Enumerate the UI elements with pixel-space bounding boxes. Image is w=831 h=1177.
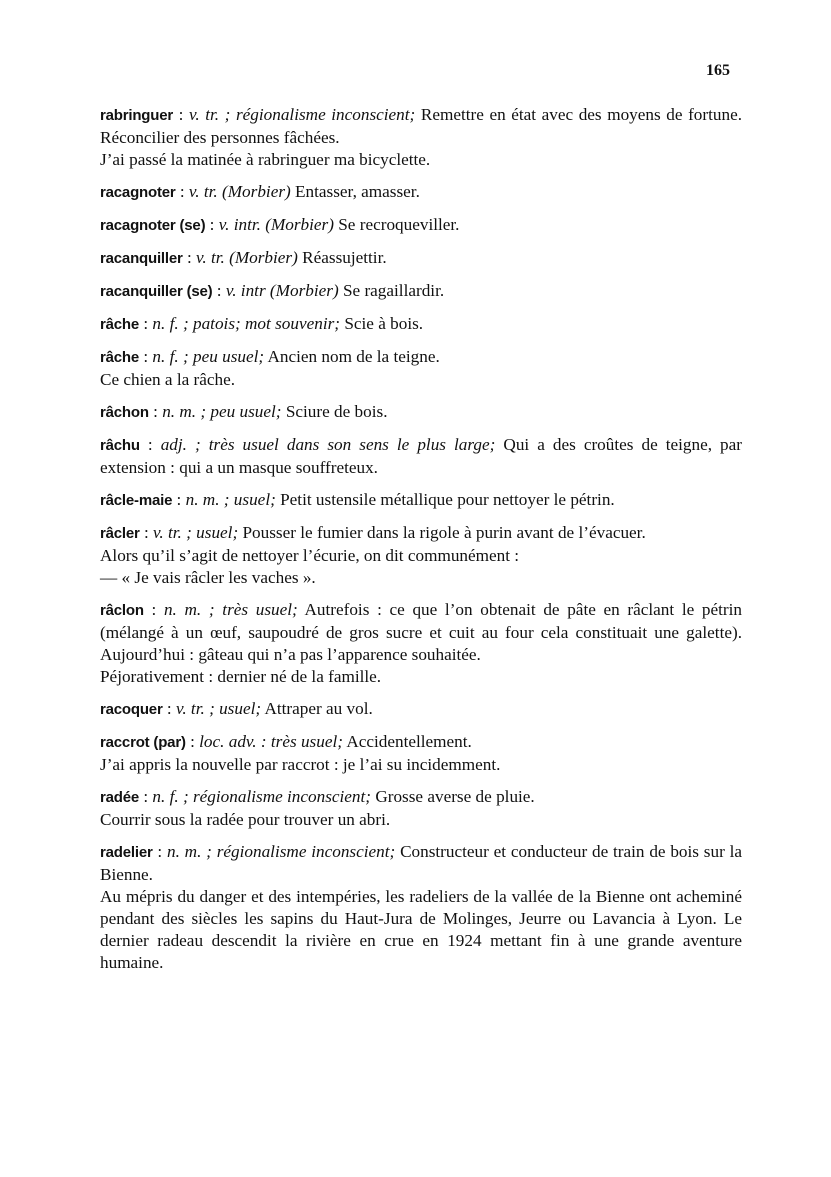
definition: Constructeur et conducteur de train de bois sur la Bienne. — [100, 842, 742, 884]
entry-definition-line: racanquiller (se) : v. intr (Morbier) Se ragaillardir. — [100, 281, 445, 300]
example: Au mépris du danger et des intempéries, les radeliers de la vallée de la Bienne ont acheminé pendant des siècles les sapins du Haut-Jura de Molinges, Jeurre ou Lavancia à Lyon. Le dernier radeau descendit la rivière en crue en 1924 mettant fin à une grande aventure humaine. — [100, 887, 742, 972]
definition: Scie à bois. — [344, 314, 424, 333]
entry-definition-line: râche : n. f. ; peu usuel; Ancien nom de la teigne. — [100, 347, 440, 366]
headword: râche — [100, 349, 140, 366]
entry-definition-line: racagnoter : v. tr. (Morbier) Entasser, amasser. — [100, 182, 420, 201]
entry — [100, 280, 742, 303]
entry — [100, 214, 742, 237]
example: Courrir sous la radée pour trouver un abri. — [100, 810, 391, 829]
grammar-note: n. m. ; très usuel; — [163, 600, 298, 619]
grammar-note: n. m. ; peu usuel; — [162, 402, 282, 421]
example: — « Je vais râcler les vaches ». — [100, 568, 316, 587]
grammar-note: v. intr. (Morbier) — [218, 215, 334, 234]
definition: Autrefois : ce que l’on obtenait de pâte en râclant le pétrin (mélangé à un œuf, saupoudré de gros sucre et cuit au four cela constituait une galette). Aujourd’hui : gâteau qui n’a pas l’apparence souhaitée. — [100, 600, 742, 664]
grammar-note: n. f. ; régionalisme inconscient; — [152, 787, 372, 806]
definition: Réassujettir. — [302, 248, 387, 267]
headword: racanquiller — [100, 250, 183, 267]
headword: râchon — [100, 404, 149, 421]
example: Péjorativement : dernier né de la famille. — [100, 667, 382, 686]
grammar-note: n. f. ; patois; mot souvenir; — [152, 314, 341, 333]
example: Alors qu’il s’agit de nettoyer l’écurie, on dit communément : — [100, 546, 520, 565]
entry — [100, 434, 742, 479]
definition: Remettre en état avec des moyens de fortune. Réconcilier des personnes fâchées. — [100, 105, 742, 147]
entry-definition-line: râchu : adj. ; très usuel dans son sens le plus large; Qui a des croûtes de teigne, par extension : qui a un masque souffreteux. — [100, 435, 742, 477]
entry — [100, 247, 742, 270]
definition: Ancien nom de la teigne. — [267, 347, 440, 366]
entry-definition-line: racagnoter (se) : v. intr. (Morbier) Se recroqueviller. — [100, 215, 460, 234]
grammar-note: adj. ; très usuel dans son sens le plus large; — [160, 435, 496, 454]
example: J’ai passé la matinée à rabringuer ma bicyclette. — [100, 150, 431, 169]
headword: râcler — [100, 525, 140, 542]
headword: râche — [100, 316, 140, 333]
example: Ce chien a la râche. — [100, 370, 236, 389]
definition: Qui a des croûtes de teigne, par extension : qui a un masque souffreteux. — [100, 435, 742, 477]
grammar-note: n. m. ; régionalisme inconscient; — [166, 842, 396, 861]
headword: râclon — [100, 602, 144, 619]
definition: Accidentellement. — [346, 732, 472, 751]
headword: râcle-maie — [100, 492, 173, 509]
entry-list — [100, 104, 742, 984]
headword: raccrot (par) — [100, 734, 186, 751]
definition: Se ragaillardir. — [342, 281, 445, 300]
entry-definition-line: radée : n. f. ; régionalisme inconscient; Grosse averse de pluie. — [100, 787, 535, 806]
headword: râchu — [100, 437, 140, 454]
page-number: 165 — [706, 62, 730, 79]
grammar-note: v. intr (Morbier) — [225, 281, 339, 300]
entry-definition-line: râchon : n. m. ; peu usuel; Sciure de bois. — [100, 402, 388, 421]
entry-definition-line: raccrot (par) : loc. adv. : très usuel; Accidentellement. — [100, 732, 472, 751]
grammar-note: v. tr. (Morbier) — [196, 248, 298, 267]
entry-definition-line: râclon : n. m. ; très usuel; Autrefois : ce que l’on obtenait de pâte en râclant le pétrin (mélangé à un œuf, saupoudré de gros sucre et cuit au four cela constituait une galette). Aujourd’hui : gâteau qui n’a pas l’apparence souhaitée. — [100, 600, 742, 664]
grammar-note: v. tr. ; usuel; — [175, 699, 262, 718]
grammar-note: n. m. ; usuel; — [185, 490, 276, 509]
entry-definition-line: râcler : v. tr. ; usuel; Pousser le fumier dans la rigole à purin avant de l’évacuer. — [100, 523, 646, 542]
grammar-note: n. f. ; peu usuel; — [152, 347, 265, 366]
entry-definition-line: radelier : n. m. ; régionalisme inconscient; Constructeur et conducteur de train de bois sur la Bienne. — [100, 842, 742, 884]
headword: radée — [100, 789, 140, 806]
definition: Entasser, amasser. — [295, 182, 420, 201]
entry — [100, 786, 742, 831]
entry — [100, 489, 742, 512]
definition: Sciure de bois. — [285, 402, 388, 421]
entry — [100, 841, 742, 974]
entry — [100, 698, 742, 721]
grammar-note: v. tr. ; régionalisme inconscient; — [188, 105, 416, 124]
entry — [100, 313, 742, 336]
entry-definition-line: racoquer : v. tr. ; usuel; Attraper au vol. — [100, 699, 373, 718]
definition: Grosse averse de pluie. — [375, 787, 535, 806]
entry — [100, 731, 742, 776]
entry — [100, 401, 742, 424]
entry — [100, 181, 742, 204]
grammar-note: loc. adv. : très usuel; — [199, 732, 343, 751]
example: J’ai appris la nouvelle par raccrot : je l’ai su incidemment. — [100, 755, 501, 774]
entry-definition-line: racanquiller : v. tr. (Morbier) Réassujettir. — [100, 248, 387, 267]
headword: racanquiller (se) — [100, 283, 213, 300]
entry — [100, 599, 742, 688]
definition: Se recroqueviller. — [338, 215, 460, 234]
entry — [100, 522, 742, 589]
headword: racagnoter (se) — [100, 217, 206, 234]
grammar-note: v. tr. ; usuel; — [153, 523, 239, 542]
definition: Pousser le fumier dans la rigole à purin avant de l’évacuer. — [242, 523, 646, 542]
headword: racoquer — [100, 701, 163, 718]
headword: rabringuer — [100, 107, 174, 124]
entry-definition-line: râcle-maie : n. m. ; usuel; Petit ustensile métallique pour nettoyer le pétrin. — [100, 490, 615, 509]
entry — [100, 346, 742, 391]
definition: Attraper au vol. — [264, 699, 373, 718]
grammar-note: v. tr. (Morbier) — [188, 182, 291, 201]
entry — [100, 104, 742, 171]
entry-definition-line: râche : n. f. ; patois; mot souvenir; Scie à bois. — [100, 314, 424, 333]
headword: racagnoter — [100, 184, 176, 201]
definition: Petit ustensile métallique pour nettoyer le pétrin. — [280, 490, 615, 509]
headword: radelier — [100, 844, 153, 861]
entry-definition-line: rabringuer : v. tr. ; régionalisme inconscient; Remettre en état avec des moyens de fortune. Réconcilier des personnes fâchées. — [100, 105, 742, 147]
